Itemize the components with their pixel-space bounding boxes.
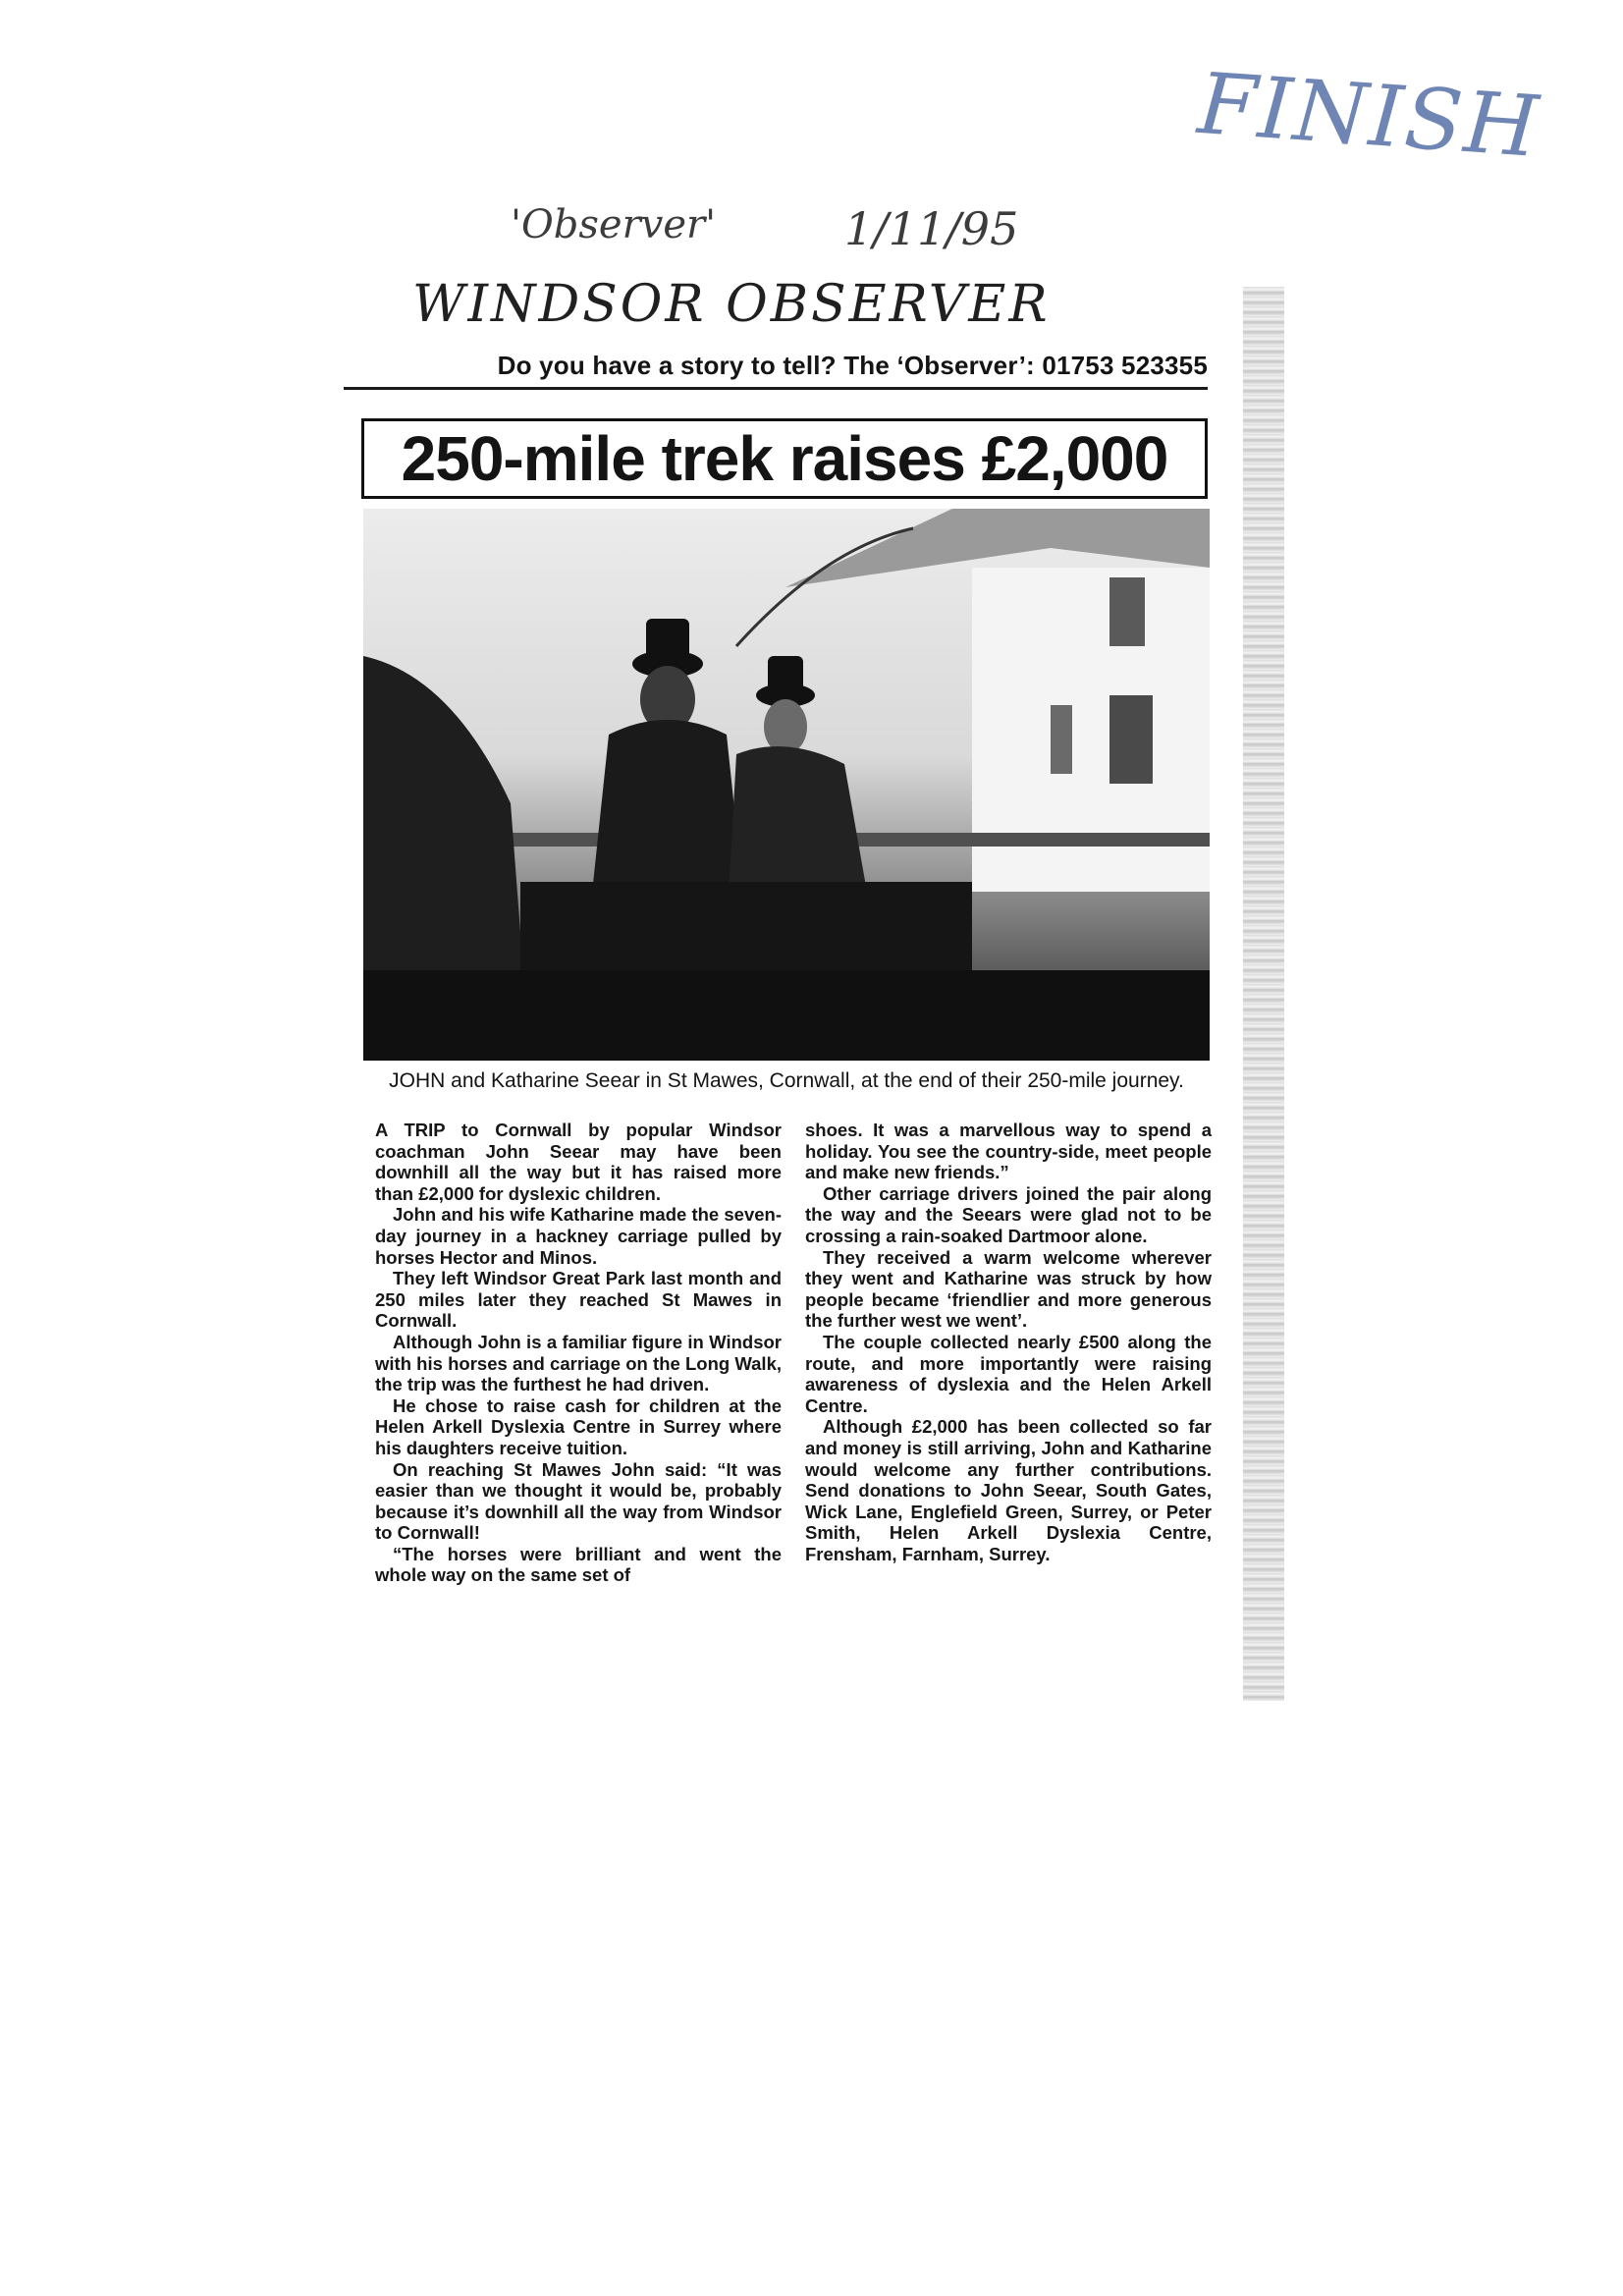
- paragraph: They left Windsor Great Park last month and 250 miles later they reached St Mawes in Cornwall.: [375, 1268, 782, 1332]
- paragraph: On reaching St Mawes John said: “It was easier than we thought it would be, probably because it’s downhill all the way from Windsor to Cornwall!: [375, 1458, 782, 1544]
- handwritten-date-note: 1/11/95: [844, 202, 1019, 255]
- article-body: [375, 1120, 1212, 1586]
- article-column-1: [375, 1120, 782, 1586]
- headline: 250-mile trek raises £2,000: [401, 423, 1168, 494]
- paragraph: They received a warm welcome wherever they went and Katharine was struck by how people became ‘friendlier and more generous the further west we went’.: [805, 1246, 1212, 1332]
- headline-box: [361, 418, 1208, 499]
- paragraph: He chose to raise cash for children at the Helen Arkell Dyslexia Centre in Surrey where his daughters receive tuition.: [375, 1394, 782, 1458]
- photo-face-katharine: [764, 699, 807, 754]
- paragraph: Other carriage drivers joined the pair along the way and the Seears were glad not to be crossing a rain-soaked Dartmoor alone.: [805, 1182, 1212, 1246]
- paragraph: Although John is a familiar figure in Windsor with his horses and carriage on the Long Walk, the trip was the furthest he had driven.: [375, 1331, 782, 1395]
- article-photo: [363, 509, 1210, 1061]
- paragraph: Although £2,000 has been collected so far and money is still arriving, John and Katharine would welcome any further contributions. Send donations to John Seear, South Gates, Wick Lane, Englefield Green, Surrey, or Peter Smith, Helen Arkell Dyslexia Centre, Frensham, Farnham, Surrey.: [805, 1416, 1212, 1564]
- photo-road: [363, 970, 1210, 1061]
- paragraph: John and his wife Katharine made the seven-day journey in a hackney carriage pulled by horses Hector and Minos.: [375, 1204, 782, 1268]
- photo-hat-crown-katharine: [768, 656, 803, 697]
- article-column-2: [805, 1120, 1212, 1586]
- photo-caption: JOHN and Katharine Seear in St Mawes, Cornwall, at the end of their 250-mile journey.: [389, 1069, 1184, 1092]
- photo-window-side: [1051, 705, 1072, 774]
- handwritten-finish-note: FINISH: [1194, 54, 1543, 178]
- handwritten-paper-name: WINDSOR OBSERVER: [412, 275, 1051, 334]
- photo-hat-crown-john: [646, 619, 689, 666]
- handwritten-source-note: 'Observer': [511, 202, 717, 247]
- newspaper-strapline: [344, 346, 1208, 390]
- paragraph: The couple collected nearly £500 along the route, and more importantly were raising awareness of dyslexia and the Helen Arkell Centre.: [805, 1331, 1212, 1416]
- photo-window-lower: [1109, 695, 1153, 784]
- strapline-text: Do you have a story to tell? The ‘Observer’: 01753 523355: [497, 351, 1208, 380]
- photo-illustration: [363, 509, 1210, 1061]
- paragraph: shoes. It was a marvellous way to spend a holiday. You see the country-side, meet people and make new friends.”: [805, 1120, 1212, 1183]
- scan-edge-shadow: [1243, 287, 1284, 1701]
- paragraph: “The horses were brilliant and went the whole way on the same set of: [375, 1543, 782, 1586]
- photo-window-upper: [1109, 577, 1145, 646]
- paragraph: A TRIP to Cornwall by popular Windsor coachman John Seear may have been downhill all the way but it has raised more than £2,000 for dyslexic children.: [375, 1120, 782, 1204]
